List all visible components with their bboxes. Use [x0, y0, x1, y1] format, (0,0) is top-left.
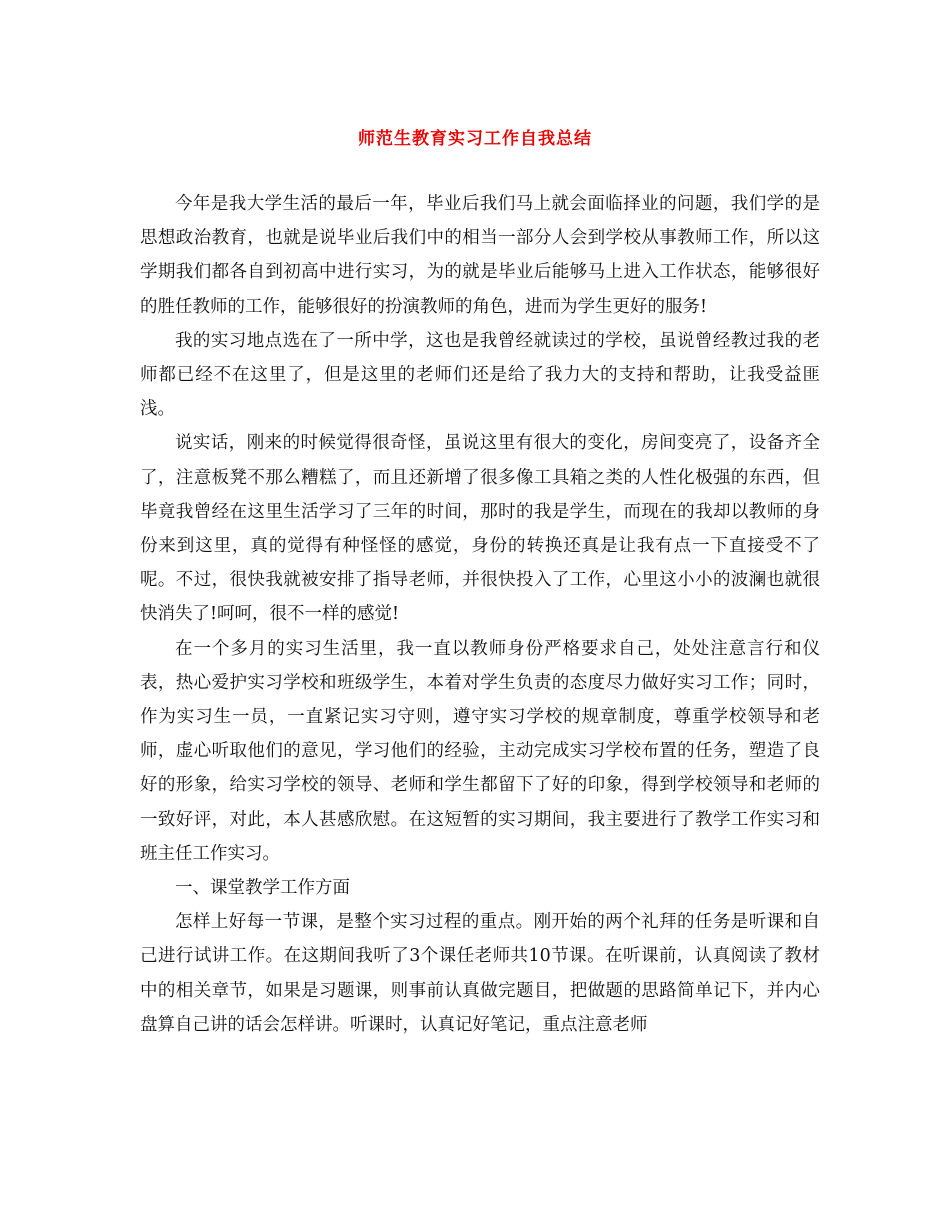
document-title: 师范生教育实习工作自我总结	[358, 129, 592, 149]
paragraph-first-impression: 说实话，刚来的时候觉得很奇怪，虽说这里有很大的变化，房间变亮了，设备齐全了，注意板凳不那么糟糕了，而且还新增了很多像工具箱之类的人性化极强的东西，但毕竟我曾经在这里生活学习了三年的时间，那时的我是学生，而现在的我却以教师的身份来到这里，真的觉得有种怪怪的感觉，身份的转换还真是让我有点一下直接受不了呢。不过，很快我就被安排了指导老师，并很快投入了工作，心里这小小的波澜也就很快消失了!呵呵，很不一样的感觉!	[140, 433, 820, 625]
document-body	[140, 187, 820, 1042]
paragraph-teaching: 怎样上好每一节课，是整个实习过程的重点。刚开始的两个礼拜的任务是听课和自己进行试讲工作。在这期间我听了3个课任老师共10节课。在听课前，认真阅读了教材中的相关章节，如果是习题课，则事前认真做完题目，把做题的思路简单记下，并内心盘算自己讲的话会怎样讲。听课时，认真记好笔记，重点注意老师	[140, 912, 820, 1035]
paragraph-conduct: 在一个多月的实习生活里，我一直以教师身份严格要求自己，处处注意言行和仪表，热心爱护实习学校和班级学生，本着对学生负责的态度尽力做好实习工作；同时，作为实习生一员，一直紧记实习守则，遵守实习学校的规章制度，尊重学校领导和老师，虚心听取他们的意见，学习他们的经验，主动完成实习学校布置的任务，塑造了良好的形象，给实习学校的领导、老师和学生都留下了好的印象，得到学校领导和老师的一致好评，对此，本人甚感欣慰。在这短暂的实习期间，我主要进行了教学工作实习和班主任工作实习。	[140, 638, 820, 864]
paragraph-intro: 今年是我大学生活的最后一年，毕业后我们马上就会面临择业的问题，我们学的是思想政治教育，也就是说毕业后我们中的相当一部分人会到学校从事教师工作，所以这学期我们都各自到初高中进行实习，为的就是毕业后能够马上进入工作状态，能够很好的胜任教师的工作，能够很好的扮演教师的角色，进而为学生更好的服务!	[140, 194, 820, 317]
section-heading-teaching: 一、课堂教学工作方面	[175, 878, 350, 899]
paragraph-location: 我的实习地点选在了一所中学，这也是我曾经就读过的学校，虽说曾经教过我的老师都已经不在这里了，但是这里的老师们还是给了我力大的支持和帮助，让我受益匪浅。	[140, 330, 820, 420]
